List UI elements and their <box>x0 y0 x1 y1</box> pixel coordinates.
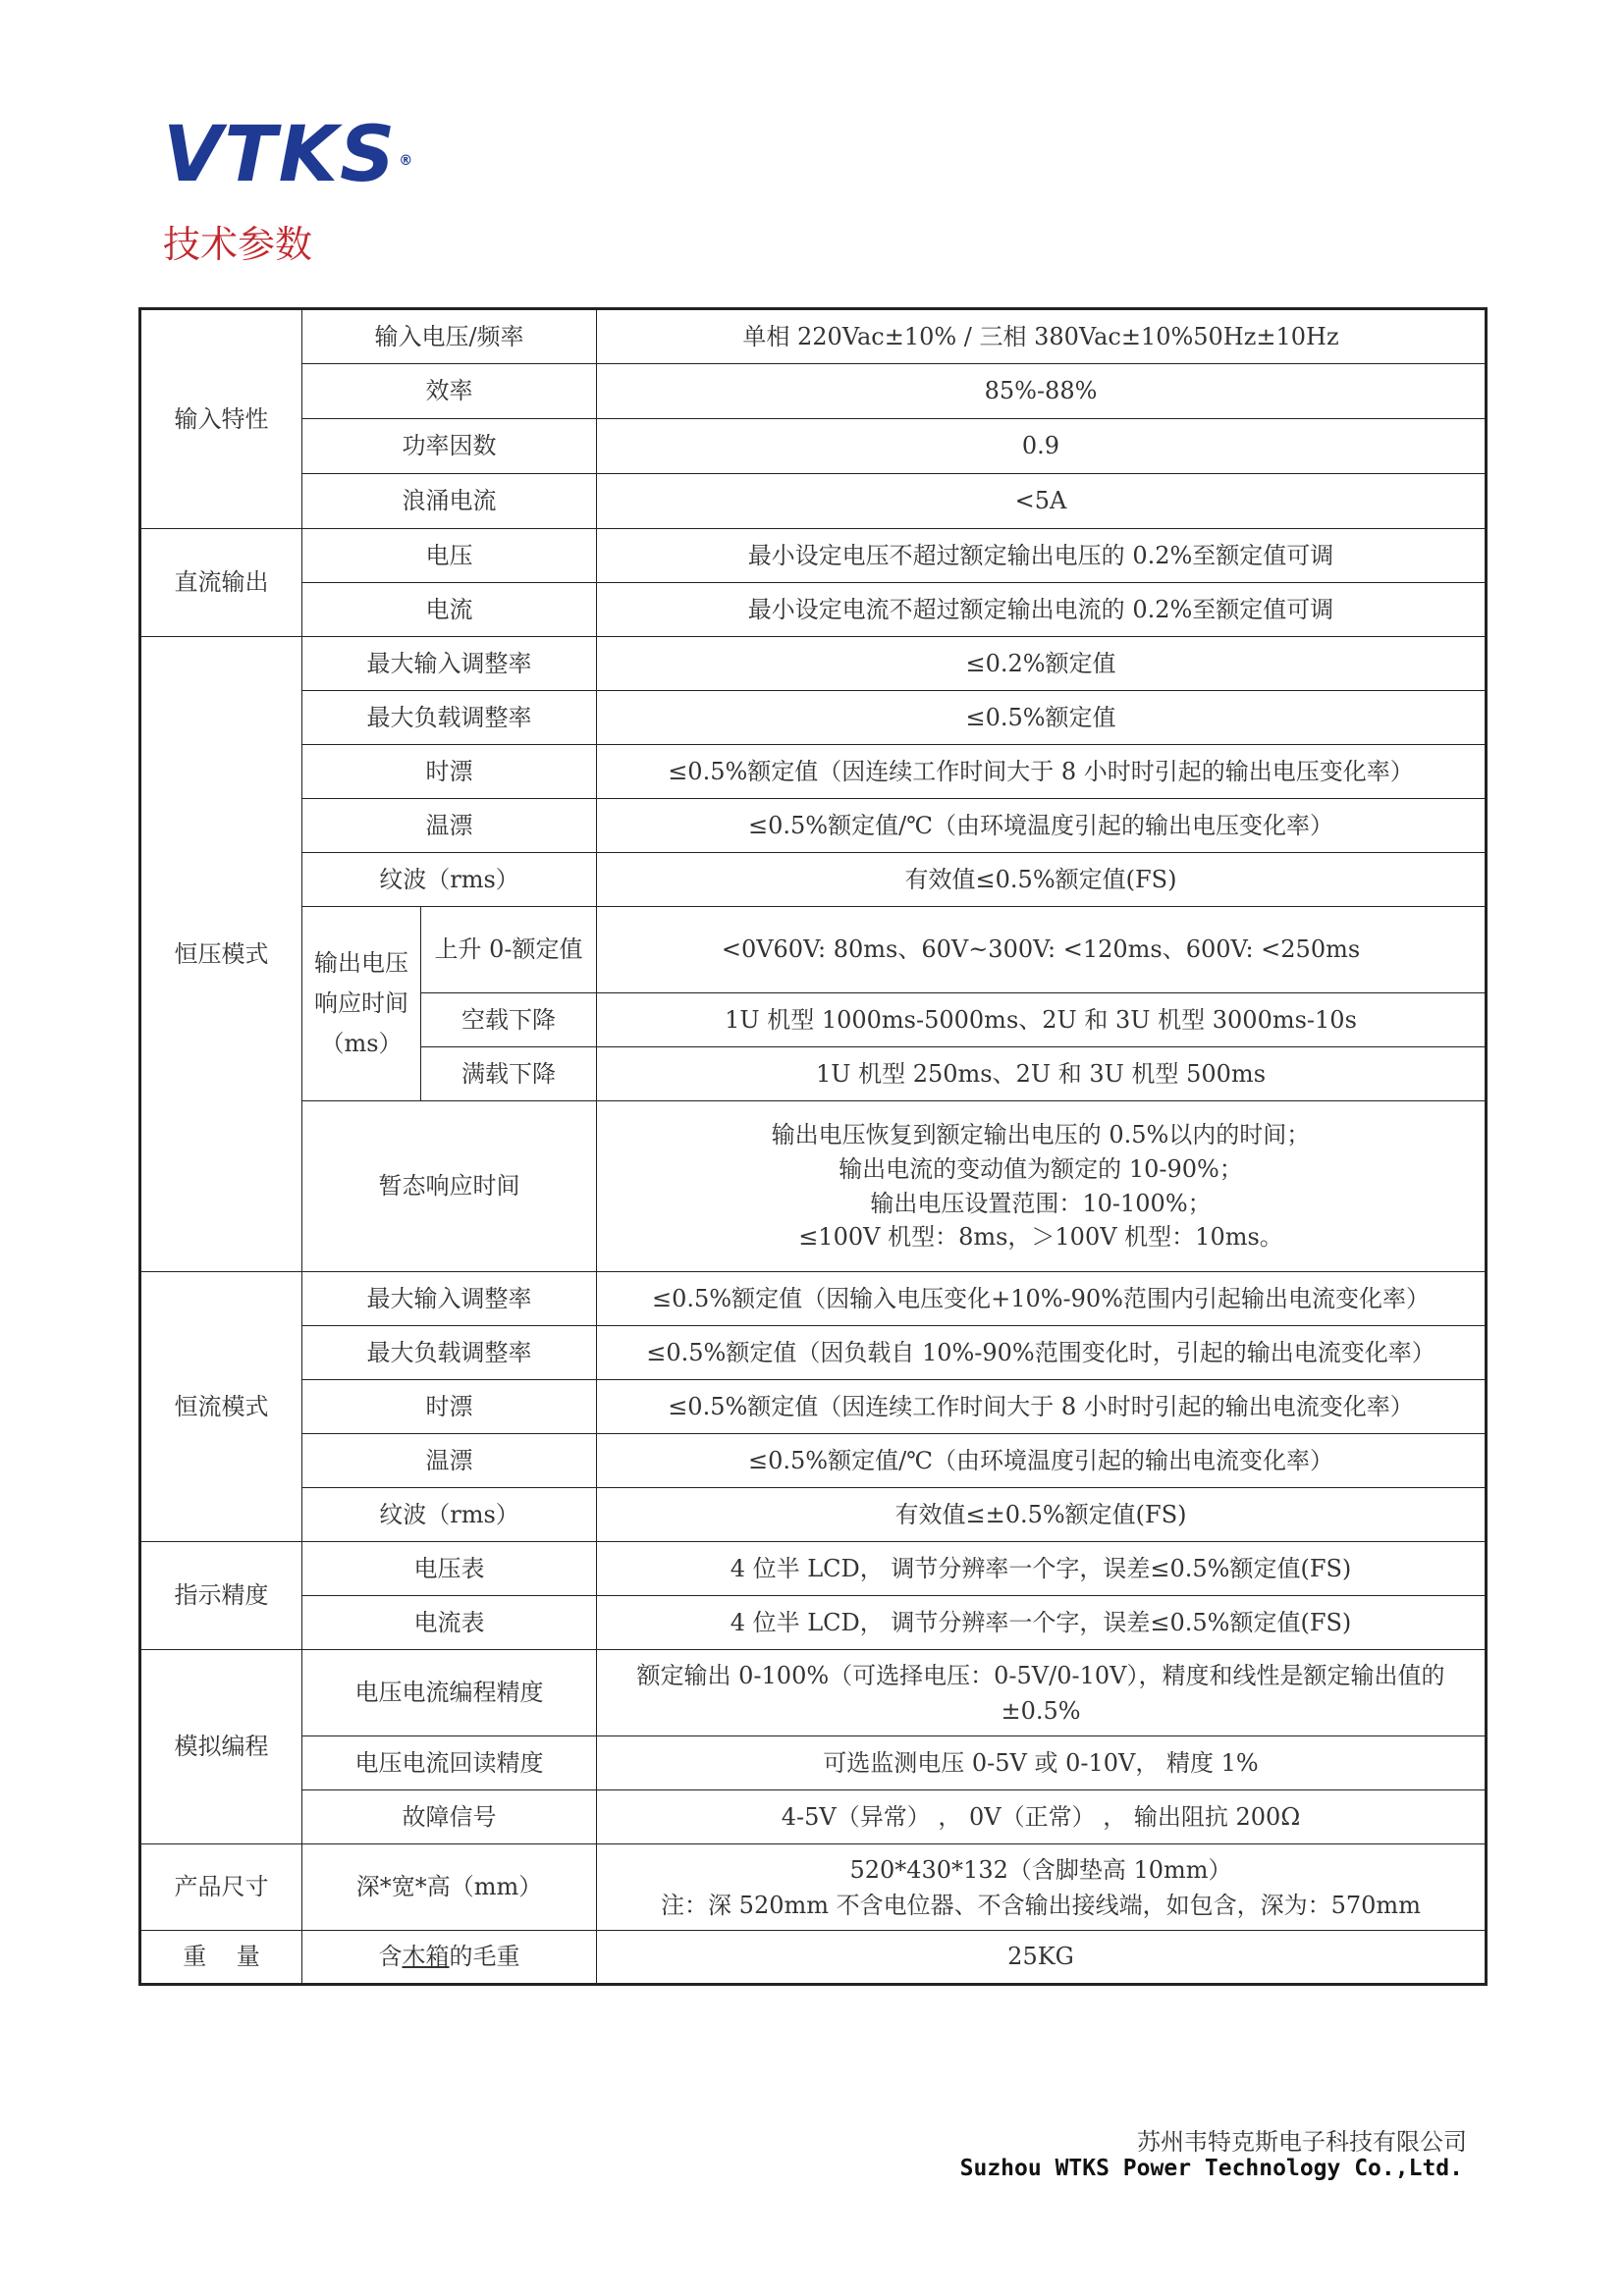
table-row <box>140 1931 1487 1985</box>
param-label: 深*宽*高（mm） <box>302 1844 597 1931</box>
param-value: 单相 220Vac±10% / 三相 380Vac±10%50Hz±10Hz <box>597 309 1487 364</box>
param-label: 故障信号 <box>302 1790 597 1844</box>
param-value: 25KG <box>597 1931 1487 1985</box>
table-row <box>140 637 1487 691</box>
param-label: 纹波（rms） <box>302 853 597 907</box>
param-value: 1U 机型 1000ms-5000ms、2U 和 3U 机型 3000ms-10s <box>597 993 1487 1047</box>
table-row <box>140 1272 1487 1326</box>
table-row <box>140 1736 1487 1790</box>
param-label: 最大输入调整率 <box>302 637 597 691</box>
table-row <box>140 1380 1487 1434</box>
footer-company-cn: 苏州韦特克斯电子科技有限公司 <box>1137 2128 1467 2156</box>
param-label: 最大负载调整率 <box>302 691 597 745</box>
param-label: 温漂 <box>302 1434 597 1488</box>
table-row <box>140 1488 1487 1542</box>
param-value: ≤0.5%额定值 <box>597 691 1487 745</box>
param-value: 最小设定电流不超过额定输出电流的 0.2%至额定值可调 <box>597 583 1487 637</box>
table-row <box>140 1596 1487 1650</box>
param-label: 时漂 <box>302 745 597 799</box>
logo <box>163 111 415 199</box>
group-dc-output: 直流输出 <box>140 529 302 637</box>
param-label <box>302 1931 597 1985</box>
table-row <box>140 1844 1487 1931</box>
group-display-accuracy: 指示精度 <box>140 1542 302 1650</box>
param-label: 输入电压/频率 <box>302 309 597 364</box>
param-sublabel: 满载下降 <box>421 1047 597 1101</box>
text-line: ≤100V 机型：8ms，＞100V 机型：10ms。 <box>798 1223 1283 1252</box>
table-row <box>140 907 1487 993</box>
param-value: 最小设定电压不超过额定输出电压的 0.2%至额定值可调 <box>597 529 1487 583</box>
label-part-underlined: 木箱 <box>402 1943 450 1971</box>
param-label: 最大输入调整率 <box>302 1272 597 1326</box>
param-value: 0.9 <box>597 419 1487 474</box>
param-value-multiline <box>597 1844 1487 1931</box>
table-row <box>140 853 1487 907</box>
registered-mark: ® <box>399 153 415 169</box>
label-part: 的毛重 <box>449 1943 520 1971</box>
logo-text: VTKS <box>163 111 398 199</box>
page-title: 技术参数 <box>163 223 313 266</box>
table-row <box>140 529 1487 583</box>
param-value: 额定输出 0-100%（可选择电压：0-5V/0-10V），精度和线性是额定输出值的±0.5% <box>597 1650 1487 1736</box>
group-input: 输入特性 <box>140 309 302 529</box>
table-row <box>140 1434 1487 1488</box>
table-row <box>140 745 1487 799</box>
param-label: 功率因数 <box>302 419 597 474</box>
table-row <box>140 419 1487 474</box>
param-value: 4 位半 LCD， 调节分辨率一个字，误差≤0.5%额定值(FS) <box>597 1596 1487 1650</box>
param-value: ≤0.5%额定值（因负载自 10%-90%范围变化时，引起的输出电流变化率） <box>597 1326 1487 1380</box>
param-label: 电压电流回读精度 <box>302 1736 597 1790</box>
response-time-label: 输出电压响应时间（ms） <box>302 907 421 1101</box>
param-label: 纹波（rms） <box>302 1488 597 1542</box>
param-value: 可选监测电压 0-5V 或 0-10V， 精度 1% <box>597 1736 1487 1790</box>
param-sublabel: 空载下降 <box>421 993 597 1047</box>
table-row <box>140 309 1487 364</box>
param-value: ≤0.5%额定值（因输入电压变化+10%-90%范围内引起输出电流变化率） <box>597 1272 1487 1326</box>
group-analog-programming: 模拟编程 <box>140 1650 302 1844</box>
table-row <box>140 583 1487 637</box>
param-label: 最大负载调整率 <box>302 1326 597 1380</box>
param-value: <5A <box>597 474 1487 529</box>
table-row <box>140 1790 1487 1844</box>
group-cc-mode: 恒流模式 <box>140 1272 302 1542</box>
param-value-multiline <box>597 1101 1487 1272</box>
param-value: <0V60V: 80ms、60V~300V: <120ms、600V: <250ms <box>597 907 1487 993</box>
footer-company-en: Suzhou WTKS Power Technology Co.,Ltd. <box>959 2156 1463 2181</box>
param-label: 电流表 <box>302 1596 597 1650</box>
table-row <box>140 691 1487 745</box>
table-row <box>140 1542 1487 1596</box>
label-part: 含 <box>378 1943 403 1971</box>
param-label: 电流 <box>302 583 597 637</box>
param-value: 有效值≤0.5%额定值(FS) <box>597 853 1487 907</box>
param-label: 电压 <box>302 529 597 583</box>
param-label: 浪涌电流 <box>302 474 597 529</box>
group-cv-mode: 恒压模式 <box>140 637 302 1272</box>
param-value: ≤0.2%额定值 <box>597 637 1487 691</box>
text-line: 输出电流的变动值为额定的 10-90%； <box>839 1154 1243 1183</box>
param-value: 85%-88% <box>597 364 1487 419</box>
table-row <box>140 1101 1487 1272</box>
param-value: ≤0.5%额定值/℃（由环境温度引起的输出电压变化率） <box>597 799 1487 853</box>
text-line: 520*430*132（含脚垫高 10mm） <box>849 1855 1232 1884</box>
param-label: 效率 <box>302 364 597 419</box>
param-label: 温漂 <box>302 799 597 853</box>
param-label: 电压表 <box>302 1542 597 1596</box>
text-line: 输出电压设置范围：10-100%； <box>870 1189 1212 1217</box>
param-value: ≤0.5%额定值（因连续工作时间大于 8 小时时引起的输出电流变化率） <box>597 1380 1487 1434</box>
param-label: 电压电流编程精度 <box>302 1650 597 1736</box>
group-weight: 重 量 <box>140 1931 302 1985</box>
param-value: ≤0.5%额定值/℃（由环境温度引起的输出电流变化率） <box>597 1434 1487 1488</box>
table-row <box>140 799 1487 853</box>
table-row <box>140 1650 1487 1736</box>
group-product-size: 产品尺寸 <box>140 1844 302 1931</box>
param-value: 4-5V（异常） ， 0V（正常） ， 输出阻抗 200Ω <box>597 1790 1487 1844</box>
param-sublabel: 上升 0-额定值 <box>421 907 597 993</box>
text-line: 注：深 520mm 不含电位器、不含输出接线端，如包含，深为：570mm <box>661 1891 1421 1919</box>
table-row <box>140 364 1487 419</box>
table-row <box>140 1326 1487 1380</box>
param-label: 时漂 <box>302 1380 597 1434</box>
param-value: 有效值≤±0.5%额定值(FS) <box>597 1488 1487 1542</box>
param-value: 4 位半 LCD， 调节分辨率一个字，误差≤0.5%额定值(FS) <box>597 1542 1487 1596</box>
spec-table <box>138 307 1488 1986</box>
table-row <box>140 474 1487 529</box>
param-value: ≤0.5%额定值（因连续工作时间大于 8 小时时引起的输出电压变化率） <box>597 745 1487 799</box>
param-value: 1U 机型 250ms、2U 和 3U 机型 500ms <box>597 1047 1487 1101</box>
param-label: 暂态响应时间 <box>302 1101 597 1272</box>
text-line: 输出电压恢复到额定输出电压的 0.5%以内的时间； <box>771 1120 1311 1148</box>
